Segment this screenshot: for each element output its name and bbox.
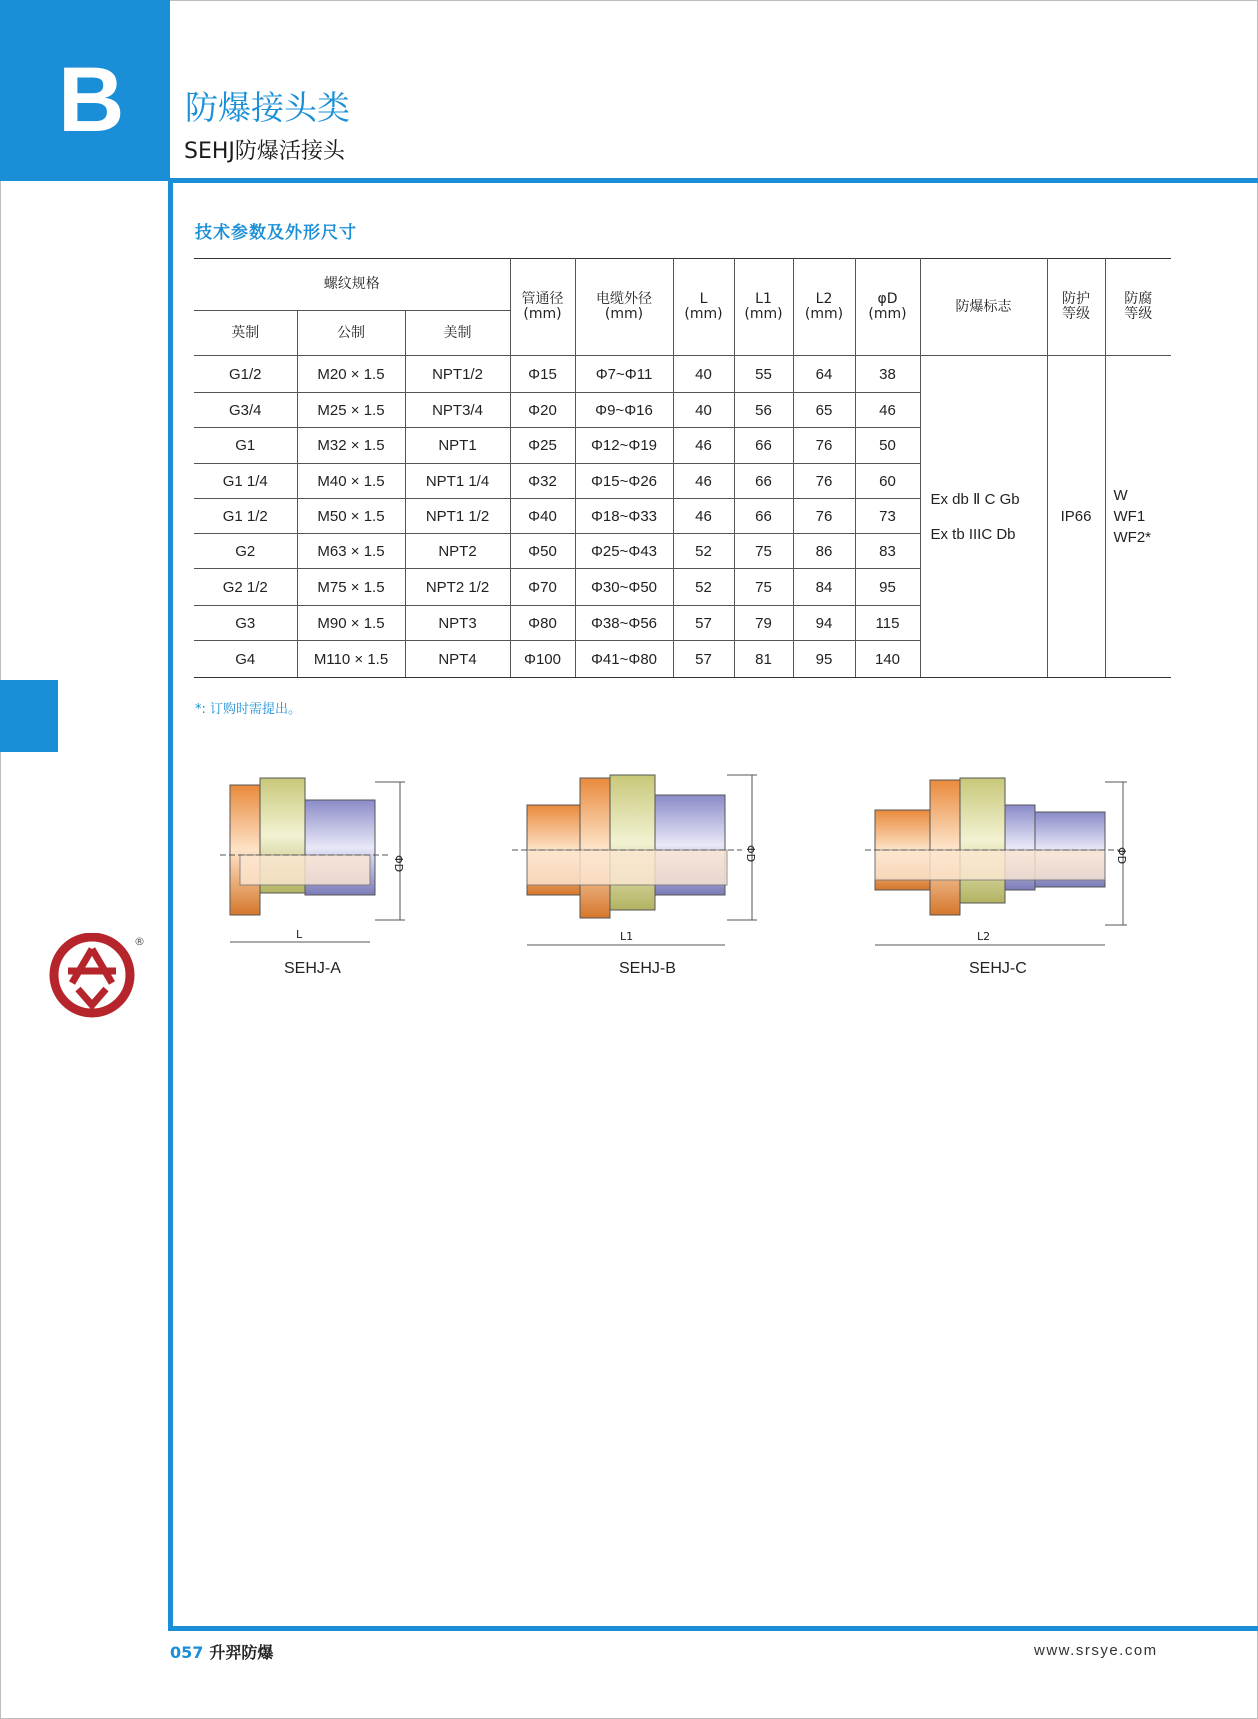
table-cell: 75 bbox=[734, 569, 793, 606]
sehj-b-length-label: L1 bbox=[620, 930, 634, 943]
sehj-a-label: SEHJ-A bbox=[284, 960, 341, 977]
table-cell: Φ15 bbox=[510, 356, 575, 393]
table-cell: M90 × 1.5 bbox=[297, 606, 405, 641]
table-cell: 56 bbox=[734, 393, 793, 428]
sehj-a-drawing bbox=[220, 770, 420, 950]
margin-rule bbox=[168, 181, 173, 1631]
table-cell: M75 × 1.5 bbox=[297, 569, 405, 606]
sehj-c-length-label: L2 bbox=[977, 930, 991, 943]
table-cell: G3/4 bbox=[194, 393, 297, 428]
table-cell: M40 × 1.5 bbox=[297, 464, 405, 499]
table-cell: Φ30~Φ50 bbox=[575, 569, 673, 606]
table-cell: Φ50 bbox=[510, 534, 575, 569]
section-tab bbox=[0, 0, 170, 181]
category-title: 防爆接头类 bbox=[185, 88, 350, 127]
table-cell: 66 bbox=[734, 464, 793, 499]
footer-brand: 升羿防爆 bbox=[209, 1643, 274, 1662]
metric-header: 公制 bbox=[297, 311, 405, 356]
footnote: *: 订购时需提出。 bbox=[195, 702, 302, 717]
ip-rating-cell: IP66 bbox=[1047, 356, 1105, 678]
table-cell: 60 bbox=[855, 464, 920, 499]
table-cell: 76 bbox=[793, 499, 855, 534]
table-cell: 57 bbox=[673, 641, 734, 678]
bore-header: 管通径 (mm) bbox=[510, 259, 575, 356]
sehj-b-drawing bbox=[512, 770, 772, 950]
table-cell: Φ25 bbox=[510, 428, 575, 464]
table-cell: 38 bbox=[855, 356, 920, 393]
table-cell: 76 bbox=[793, 464, 855, 499]
table-cell: G1 bbox=[194, 428, 297, 464]
table-cell: Φ12~Φ19 bbox=[575, 428, 673, 464]
sehj-a-dia-label: ΦD bbox=[392, 855, 405, 873]
table-cell: M63 × 1.5 bbox=[297, 534, 405, 569]
cable-od-header: 电缆外径 (mm) bbox=[575, 259, 673, 356]
D-header: φD (mm) bbox=[855, 259, 920, 356]
corrosion-header: 防腐 等级 bbox=[1105, 259, 1171, 356]
table-cell: 95 bbox=[793, 641, 855, 678]
table-cell: 84 bbox=[793, 569, 855, 606]
section-title: 技术参数及外形尺寸 bbox=[195, 223, 357, 243]
table-cell: G4 bbox=[194, 641, 297, 678]
table-cell: 40 bbox=[673, 393, 734, 428]
table-cell: Φ41~Φ80 bbox=[575, 641, 673, 678]
sehj-c-label: SEHJ-C bbox=[969, 960, 1027, 977]
table-cell: Φ15~Φ26 bbox=[575, 464, 673, 499]
table-cell: NPT2 1/2 bbox=[405, 569, 510, 606]
footer-website: www.srsye.com bbox=[1034, 1642, 1158, 1659]
table-cell: G2 1/2 bbox=[194, 569, 297, 606]
table-cell: M110 × 1.5 bbox=[297, 641, 405, 678]
table-cell: Φ20 bbox=[510, 393, 575, 428]
brand-logo bbox=[48, 933, 148, 1023]
ip-header: 防护 等级 bbox=[1047, 259, 1105, 356]
table-cell: 81 bbox=[734, 641, 793, 678]
table-cell: M20 × 1.5 bbox=[297, 356, 405, 393]
table-cell: 65 bbox=[793, 393, 855, 428]
table-cell: 52 bbox=[673, 534, 734, 569]
table-cell: Φ100 bbox=[510, 641, 575, 678]
table-cell: 94 bbox=[793, 606, 855, 641]
section-letter: B bbox=[58, 49, 125, 151]
sehj-a-length-label: L bbox=[296, 928, 303, 941]
table-cell: 64 bbox=[793, 356, 855, 393]
table-cell: NPT1 bbox=[405, 428, 510, 464]
L-header: L (mm) bbox=[673, 259, 734, 356]
table-cell: 66 bbox=[734, 499, 793, 534]
page-number: 057 bbox=[170, 1643, 204, 1662]
table-cell: Φ80 bbox=[510, 606, 575, 641]
sehj-b-label: SEHJ-B bbox=[619, 960, 676, 977]
table-cell: Φ38~Φ56 bbox=[575, 606, 673, 641]
corrosion-grade: WF2* bbox=[1113, 529, 1151, 546]
table-cell: NPT3/4 bbox=[405, 393, 510, 428]
table-cell: Φ9~Φ16 bbox=[575, 393, 673, 428]
table-cell: NPT1 1/4 bbox=[405, 464, 510, 499]
table-cell: 40 bbox=[673, 356, 734, 393]
table-cell: 140 bbox=[855, 641, 920, 678]
table-cell: 46 bbox=[855, 393, 920, 428]
imperial-header: 英制 bbox=[194, 311, 297, 356]
table-cell: 79 bbox=[734, 606, 793, 641]
sehj-b-dia-label: ΦD bbox=[744, 845, 757, 863]
table-cell: NPT1 1/2 bbox=[405, 499, 510, 534]
table-cell: G1 1/2 bbox=[194, 499, 297, 534]
npt-header: 美制 bbox=[405, 311, 510, 356]
table-cell: 115 bbox=[855, 606, 920, 641]
table-cell: Φ40 bbox=[510, 499, 575, 534]
sehj-c-dia-label: ΦD bbox=[1115, 847, 1128, 865]
table-cell: Φ7~Φ11 bbox=[575, 356, 673, 393]
corrosion-grade-cell bbox=[1105, 356, 1171, 678]
table-cell: 52 bbox=[673, 569, 734, 606]
table-row bbox=[194, 356, 1171, 393]
table-cell: Φ70 bbox=[510, 569, 575, 606]
footer-rule bbox=[168, 1626, 1258, 1631]
spec-table bbox=[194, 258, 1171, 678]
table-cell: 83 bbox=[855, 534, 920, 569]
L1-header: L1 (mm) bbox=[734, 259, 793, 356]
table-cell: 76 bbox=[793, 428, 855, 464]
ex-mark: Ex tb IIIC Db bbox=[930, 525, 1016, 543]
header-rule bbox=[170, 178, 1258, 183]
corrosion-grade: W bbox=[1113, 487, 1128, 504]
table-cell: 55 bbox=[734, 356, 793, 393]
product-title: SEHJ防爆活接头 bbox=[184, 139, 345, 164]
table-cell: 46 bbox=[673, 464, 734, 499]
L2-header: L2 (mm) bbox=[793, 259, 855, 356]
sehj-c-drawing bbox=[865, 770, 1140, 950]
table-cell: 95 bbox=[855, 569, 920, 606]
table-cell: G1 1/4 bbox=[194, 464, 297, 499]
table-cell: NPT3 bbox=[405, 606, 510, 641]
table-cell: NPT4 bbox=[405, 641, 510, 678]
table-cell: 46 bbox=[673, 428, 734, 464]
table-cell: 46 bbox=[673, 499, 734, 534]
ex-mark: Ex db Ⅱ C Gb bbox=[930, 490, 1020, 508]
ex-mark-header: 防爆标志 bbox=[920, 259, 1047, 356]
table-cell: M25 × 1.5 bbox=[297, 393, 405, 428]
ex-mark-cell bbox=[920, 356, 1047, 678]
corrosion-grade: WF1 bbox=[1113, 508, 1146, 525]
registered-mark: ® bbox=[134, 935, 145, 948]
table-cell: Φ18~Φ33 bbox=[575, 499, 673, 534]
table-cell: 66 bbox=[734, 428, 793, 464]
table-cell: M50 × 1.5 bbox=[297, 499, 405, 534]
table-cell: G1/2 bbox=[194, 356, 297, 393]
table-cell: NPT2 bbox=[405, 534, 510, 569]
table-cell: 73 bbox=[855, 499, 920, 534]
table-cell: 86 bbox=[793, 534, 855, 569]
table-cell: NPT1/2 bbox=[405, 356, 510, 393]
side-marker bbox=[0, 680, 58, 752]
table-cell: 50 bbox=[855, 428, 920, 464]
table-cell: 75 bbox=[734, 534, 793, 569]
table-cell: 57 bbox=[673, 606, 734, 641]
table-cell: Φ32 bbox=[510, 464, 575, 499]
thread-spec-header: 螺纹规格 bbox=[194, 259, 510, 311]
table-cell: G2 bbox=[194, 534, 297, 569]
table-cell: G3 bbox=[194, 606, 297, 641]
table-cell: M32 × 1.5 bbox=[297, 428, 405, 464]
table-cell: Φ25~Φ43 bbox=[575, 534, 673, 569]
footer-left bbox=[170, 1640, 273, 1663]
